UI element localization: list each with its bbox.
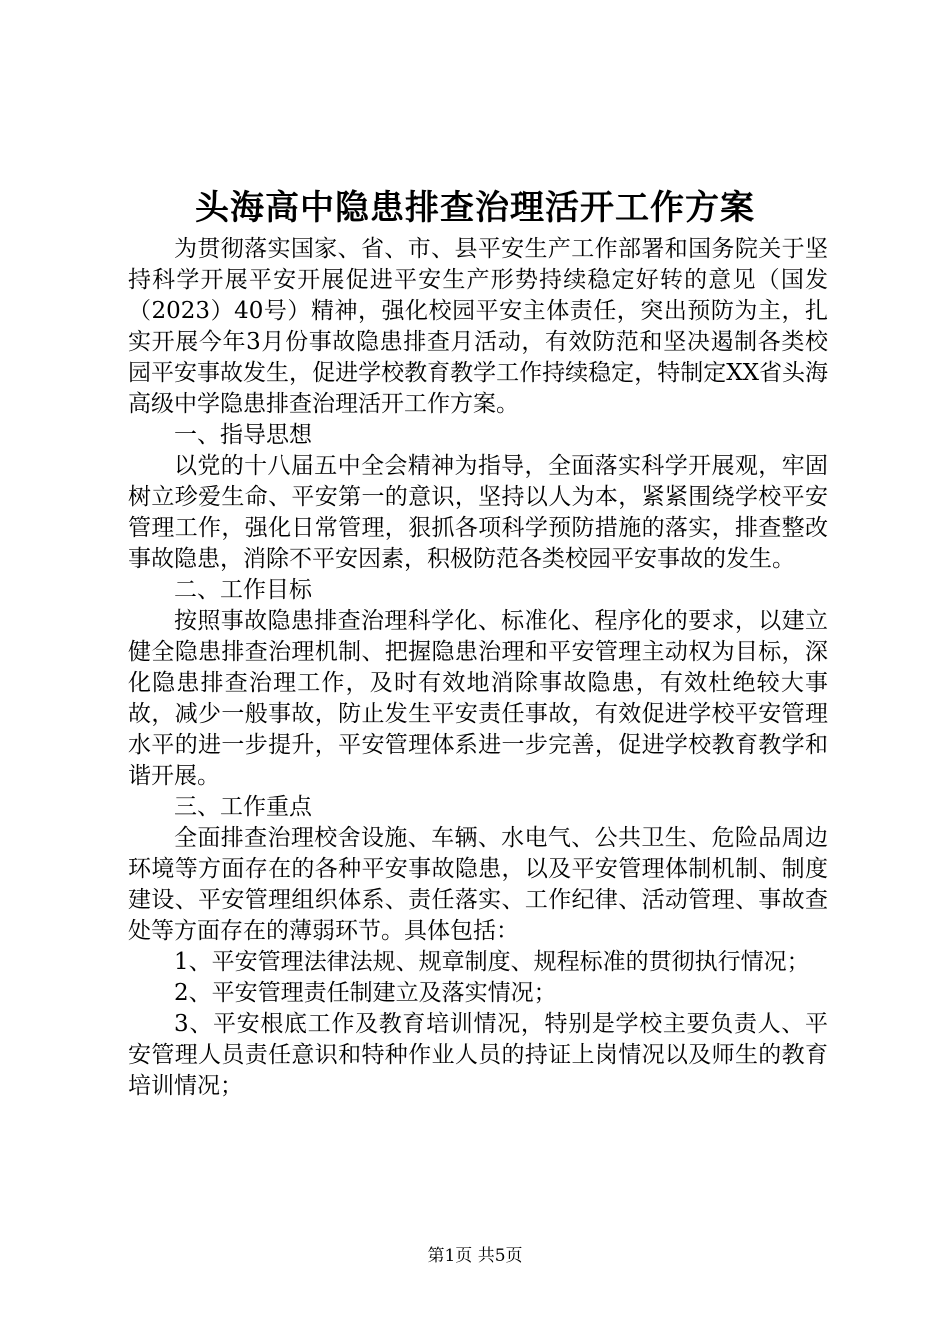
work-goal-paragraph: 按照事故隐患排查治理科学化、标准化、程序化的要求，以建立健全隐患排查治理机制、把握隐患治理和平安管理主动权为目标，深化隐患排查治理工作，及时有效地消除事故隐患，有效杜绝较大事故，减少一般事故，防止发生平安责任事故，有效促进学校平安管理水平的进一步提升，平安管理体系进一步完善，促进学校教育教学和谐开展。 [128, 608, 828, 789]
list-item-2: 2、平安管理责任制建立及落实情况； [174, 980, 557, 1006]
document-body [128, 234, 828, 1102]
intro-paragraph: 为贯彻落实国家、省、市、县平安生产工作部署和国务院关于坚持科学开展平安开展促进平安生产形势持续稳定好转的意见（国发（2023）40号）精神，强化校园平安主体责任，突出预防为主，扎实开展今年3月份事故隐患排查月活动，有效防范和坚决遏制各类校园平安事故发生，促进学校教育教学工作持续稳定，特制定XX省头海高级中学隐患排查治理活开工作方案。 [128, 236, 828, 417]
page-number-footer: 第1页 共5页 [427, 1246, 523, 1266]
document-title: 头海高中隐患排查治理活开工作方案 [195, 188, 755, 228]
list-item-3: 3、平安根底工作及教育培训情况，特别是学校主要负责人、平安管理人员责任意识和特种作业人员的持证上岗情况以及师生的教育培训情况； [128, 1011, 828, 1099]
guiding-thought-paragraph: 以党的十八届五中全会精神为指导，全面落实科学开展观，牢固树立珍爱生命、平安第一的意识，坚持以人为本，紧紧围绕学校平安管理工作，强化日常管理，狠抓各项科学预防措施的落实，排查整改事故隐患，消除不平安因素，积极防范各类校园平安事故的发生。 [128, 453, 828, 572]
section-heading-work-goal: 二、工作目标 [174, 577, 312, 603]
section-heading-guiding-thought: 一、指导思想 [174, 422, 312, 448]
list-item-1: 1、平安管理法律法规、规章制度、规程标准的贯彻执行情况； [174, 949, 810, 975]
work-focus-paragraph: 全面排查治理校舍设施、车辆、水电气、公共卫生、危险品周边环境等方面存在的各种平安事故隐患，以及平安管理体制机制、制度建设、平安管理组织体系、责任落实、工作纪律、活动管理、事故查处等方面存在的薄弱环节。具体包括： [128, 825, 828, 944]
section-heading-work-focus: 三、工作重点 [174, 794, 312, 820]
